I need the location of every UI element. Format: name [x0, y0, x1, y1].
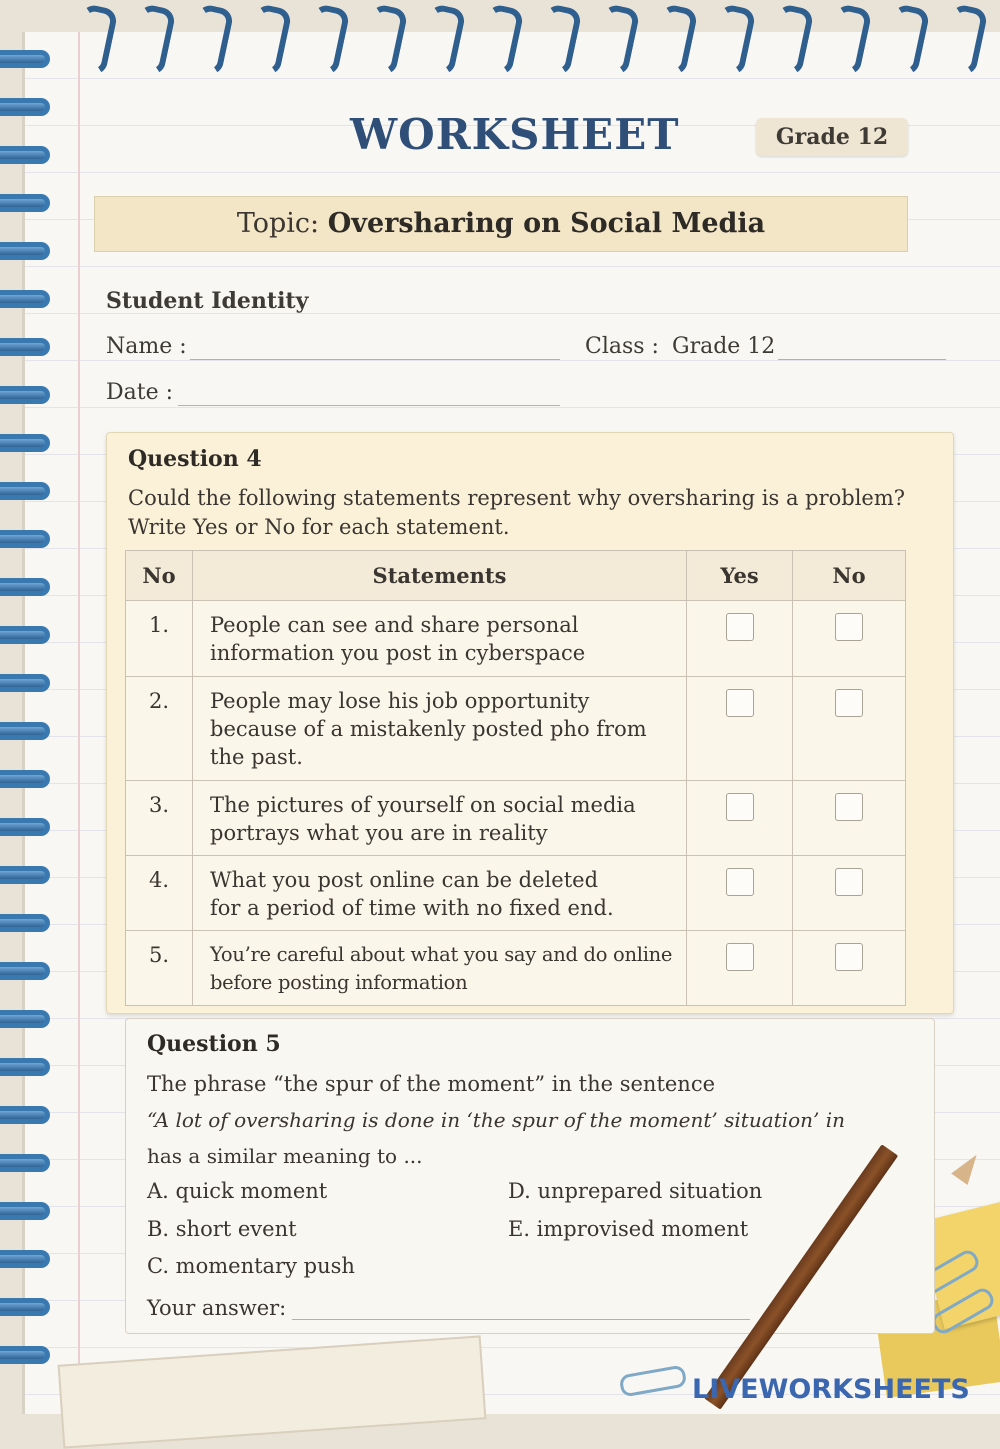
binding-ring — [0, 674, 50, 692]
binding-ring — [0, 194, 50, 212]
question-5-line3: has a similar meaning to ... — [147, 1144, 423, 1168]
row-number: 1. — [126, 601, 193, 677]
statement-cell — [193, 677, 687, 781]
statement-line: portrays what you are in reality — [210, 821, 548, 845]
no-cell — [793, 931, 906, 1006]
statement-line: You’re careful about what you say and do online — [210, 943, 673, 966]
option-a: A. quick moment — [147, 1179, 328, 1203]
worksheet-title: WORKSHEET — [350, 110, 680, 159]
statement-line: What you post online can be deleted — [210, 868, 599, 892]
option-d: D. unprepared situation — [508, 1179, 763, 1203]
binding-ring — [0, 962, 50, 980]
binding-ring — [0, 530, 50, 548]
binding-ring — [0, 1010, 50, 1028]
no-checkbox[interactable] — [835, 613, 863, 641]
class-value: Grade 12 — [672, 334, 776, 359]
yes-cell — [687, 856, 793, 931]
binding-ring — [0, 1154, 50, 1172]
liveworksheets-logo: LIVEWORKSHEETS — [692, 1374, 970, 1405]
question-5-line1: The phrase “the spur of the moment” in the sentence — [147, 1072, 716, 1096]
statement-line: People may lose his job opportunity — [210, 689, 590, 713]
name-label: Name : — [106, 334, 187, 359]
table-row — [126, 931, 906, 1006]
margin-line — [78, 32, 80, 1414]
binding-ring — [0, 338, 50, 356]
statement-cell — [193, 781, 687, 856]
yes-cell — [687, 677, 793, 781]
question-5-line2: “A lot of oversharing is done in ‘the spur of the moment’ situation’ in — [147, 1108, 845, 1132]
binding-ring — [0, 1298, 50, 1316]
answer-input[interactable] — [292, 1318, 750, 1320]
yes-cell — [687, 931, 793, 1006]
binding-ring — [0, 50, 50, 68]
statement-line: information you post in cyberspace — [210, 641, 586, 665]
yes-cell — [687, 601, 793, 677]
statement-line: before posting information — [210, 971, 468, 994]
topic-prefix: Topic: — [236, 208, 320, 239]
topic-name: Oversharing on Social Media — [327, 208, 766, 239]
no-checkbox[interactable] — [835, 943, 863, 971]
option-b: B. short event — [147, 1217, 297, 1241]
no-cell — [793, 856, 906, 931]
no-checkbox[interactable] — [835, 868, 863, 896]
statement-line: for a period of time with no fixed end. — [210, 896, 614, 920]
binding-ring — [0, 146, 50, 164]
student-identity-heading: Student Identity — [106, 288, 309, 314]
binding-ring — [0, 98, 50, 116]
table-row — [126, 601, 906, 677]
class-input[interactable] — [778, 358, 946, 360]
column-header-yes: Yes — [687, 551, 793, 601]
binding-ring — [0, 242, 50, 260]
topic-banner — [94, 196, 908, 252]
answer-label: Your answer: — [147, 1296, 287, 1320]
grade-badge: Grade 12 — [756, 118, 908, 156]
no-cell — [793, 677, 906, 781]
yes-checkbox[interactable] — [726, 868, 754, 896]
date-label: Date : — [106, 380, 174, 405]
binding-ring — [0, 722, 50, 740]
binding-ring — [0, 1250, 50, 1268]
no-cell — [793, 601, 906, 677]
table-row — [126, 677, 906, 781]
binding-ring — [0, 866, 50, 884]
yes-cell — [687, 781, 793, 856]
option-c: C. momentary push — [147, 1254, 355, 1278]
row-number: 5. — [126, 931, 193, 1006]
statement-line: the past. — [210, 745, 303, 769]
yes-checkbox[interactable] — [726, 943, 754, 971]
statements-table — [125, 550, 906, 1006]
binding-ring — [0, 1106, 50, 1124]
statement-line: People can see and share personal — [210, 613, 579, 637]
date-input[interactable] — [178, 404, 560, 406]
class-label: Class : — [585, 334, 659, 359]
binding-ring — [0, 1202, 50, 1220]
row-number: 4. — [126, 856, 193, 931]
statement-cell — [193, 856, 687, 931]
yes-checkbox[interactable] — [726, 793, 754, 821]
statement-cell — [193, 601, 687, 677]
question-5-card — [125, 1018, 935, 1334]
no-checkbox[interactable] — [835, 793, 863, 821]
column-header-no-answer: No — [793, 551, 906, 601]
statement-line: The pictures of yourself on social media — [210, 793, 636, 817]
row-number: 3. — [126, 781, 193, 856]
binding-ring — [0, 386, 50, 404]
binding-ring — [0, 1058, 50, 1076]
table-row — [126, 856, 906, 931]
option-e: E. improvised moment — [508, 1217, 749, 1241]
question-4-prompt-line1: Could the following statements represent why oversharing is a problem? — [128, 486, 906, 510]
statement-cell — [193, 931, 687, 1006]
statement-line: because of a mistakenly posted pho from — [210, 717, 647, 741]
binding-ring — [0, 290, 50, 308]
question-4-prompt-line2: Write Yes or No for each statement. — [128, 515, 510, 539]
binding-ring — [0, 626, 50, 644]
yes-checkbox[interactable] — [726, 689, 754, 717]
binding-ring — [0, 482, 50, 500]
binding-ring — [0, 434, 50, 452]
binding-ring — [0, 914, 50, 932]
binding-ring — [0, 1346, 50, 1364]
name-input[interactable] — [190, 358, 560, 360]
column-header-no: No — [126, 551, 193, 601]
binding-ring — [0, 818, 50, 836]
binding-ring — [0, 770, 50, 788]
no-cell — [793, 781, 906, 856]
no-checkbox[interactable] — [835, 689, 863, 717]
table-row — [126, 781, 906, 856]
column-header-statements: Statements — [193, 551, 687, 601]
yes-checkbox[interactable] — [726, 613, 754, 641]
row-number: 2. — [126, 677, 193, 781]
binding-ring — [0, 578, 50, 596]
question-5-heading: Question 5 — [147, 1031, 281, 1057]
question-4-heading: Question 4 — [128, 446, 262, 472]
